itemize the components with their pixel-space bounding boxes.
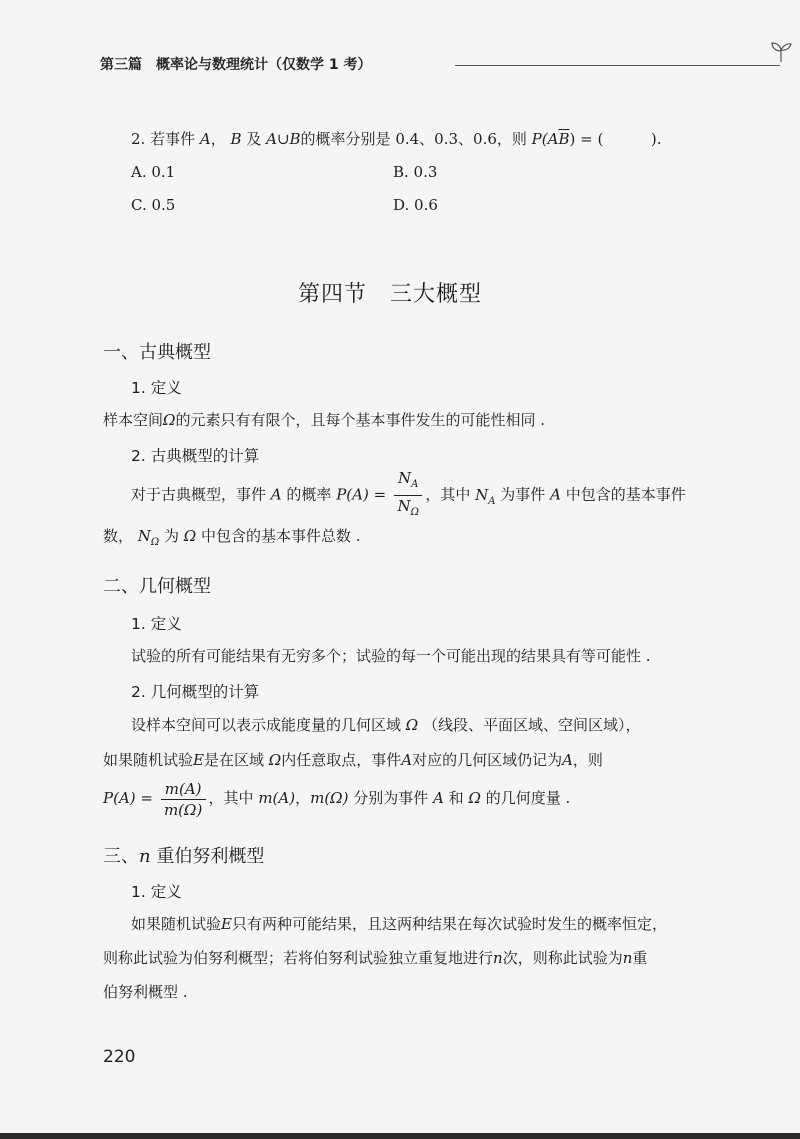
- fraction-denominator: m(Ω): [163, 800, 203, 819]
- fraction-numerator: m(A): [161, 779, 206, 800]
- text-fragment: 的几何度量 .: [485, 789, 571, 807]
- paragraph-bernoulli-line2: [103, 940, 647, 977]
- text-fragment: 的元素只有有限个，且每个基本事件发生的可能性相同 .: [175, 411, 545, 429]
- text-fragment: 分别为事件: [353, 789, 429, 807]
- text-fragment: 中包含的基本事件总数 .: [201, 527, 361, 545]
- text-fragment: 样本空间: [103, 411, 164, 429]
- option-a: A. 0.1: [131, 163, 176, 181]
- text-fragment: 次，则称此试验为: [502, 949, 623, 967]
- text-fragment: 如果随机试验: [103, 751, 194, 769]
- event-b: B: [230, 130, 242, 148]
- text-fragment: （线段、平面区域、空间区域），: [423, 716, 641, 734]
- subheading-geometric-calculation: 2. 几何概型的计算: [131, 683, 260, 701]
- paragraph-classical-formula-cont: [103, 518, 361, 561]
- subscript-a: A: [488, 495, 496, 507]
- measure-omega: m(Ω): [310, 789, 349, 807]
- option-c: C. 0.5: [131, 196, 176, 214]
- symbol-n: N: [475, 485, 489, 504]
- text-fragment: 则称此试验为伯努利概型；若将伯努利试验独立重复地进行: [103, 949, 494, 967]
- option-b: B. 0.3: [393, 163, 438, 181]
- formula-fraction-geometric: [161, 779, 206, 820]
- text-fragment: 三、: [103, 846, 139, 867]
- text-fragment: 为: [164, 527, 180, 545]
- paragraph-geometric-definition: 试验的所有可能结果有无穷多个；试验的每一个可能出现的结果具有等可能性 .: [131, 647, 651, 665]
- fraction-numerator: [394, 468, 422, 496]
- running-header-title: 第三篇 概率论与数理统计（仅数学 1 考）: [100, 57, 372, 73]
- omega-symbol: Ω: [163, 411, 176, 429]
- experiment-e: E: [193, 751, 204, 769]
- prob-expression-close: ) = (: [569, 130, 604, 148]
- fraction-denominator: [394, 496, 422, 523]
- text-fragment: 中包含的基本事件: [565, 485, 686, 504]
- omega-symbol: Ω: [405, 716, 419, 734]
- text-fragment: 设样本空间可以表示成能度量的几何区域: [131, 716, 402, 734]
- text-fragment: 对应的几何区域仍记为: [412, 751, 563, 769]
- paragraph-bernoulli-line3: 伯努利概型 .: [103, 983, 188, 1001]
- subheading-bernoulli-definition: 1. 定义: [131, 883, 182, 901]
- text-fragment: ，: [295, 789, 311, 807]
- text-fragment: 的概率: [286, 485, 332, 504]
- symbol-n: n: [622, 949, 633, 967]
- symbol-n: N: [397, 469, 412, 487]
- sprout-icon: [768, 38, 794, 64]
- section-title: 第四节 三大概型: [298, 282, 483, 307]
- measure-a: m(A): [258, 789, 296, 807]
- formula-pa: P(A) =: [103, 789, 153, 807]
- formula-pa: P(A) =: [336, 485, 387, 504]
- heading-bernoulli: [103, 842, 264, 868]
- paragraph-classical-definition: [103, 402, 545, 439]
- symbol-n: N: [397, 497, 411, 515]
- prob-expression-open: P(A: [531, 130, 559, 148]
- text-fragment: 对于古典概型，事件: [131, 485, 267, 504]
- header-rule: [455, 65, 780, 66]
- answer-blank-close: ).: [650, 130, 662, 148]
- event-a: A: [270, 485, 282, 504]
- subheading-classical-definition: 1. 定义: [131, 379, 182, 397]
- text-fragment: 和: [448, 789, 464, 807]
- event-a: A: [433, 789, 444, 807]
- text-fragment: 重: [632, 949, 648, 967]
- symbol-n: n: [493, 949, 503, 967]
- omega-symbol: Ω: [468, 789, 481, 807]
- text-fragment: ，则: [572, 751, 603, 769]
- event-a: A: [562, 751, 573, 769]
- event-a: A: [550, 485, 561, 504]
- paragraph-geometric-line2: [103, 742, 603, 779]
- question-stem: 2. 若事件 A， B 及 A∪B的概率分别是 0.4、0.3、0.6，则 $P(A\overline{B})$ = ( ).: [131, 130, 662, 148]
- option-d: D. 0.6: [393, 196, 438, 214]
- subscript-omega: Ω: [150, 537, 160, 548]
- subheading-classical-calculation: 2. 古典概型的计算: [131, 447, 260, 465]
- running-header: [100, 50, 700, 80]
- question-mid: 及: [246, 130, 262, 148]
- subheading-geometric-definition: 1. 定义: [131, 615, 182, 633]
- event-union: A∪B: [266, 130, 301, 148]
- symbol-n: N: [137, 527, 151, 545]
- paragraph-classical-formula: [131, 468, 686, 525]
- event-b-complement: $\overline{B}$: [558, 130, 570, 148]
- text-fragment: ，其中: [208, 789, 254, 807]
- text-fragment: 为事件: [500, 485, 546, 504]
- question-stem-prefix: 2. 若事件: [131, 130, 196, 148]
- text-fragment: ，其中: [425, 485, 471, 504]
- event-a: A: [401, 751, 413, 769]
- text-fragment: 是在区域: [203, 751, 264, 769]
- text-fragment: 数，: [103, 527, 134, 545]
- page-number: 220: [103, 1047, 136, 1067]
- heading-classical: 一、古典概型: [103, 342, 211, 363]
- omega-symbol: Ω: [268, 751, 282, 769]
- question-stem-tail: 的概率分别是 0.4、0.3、0.6，则: [300, 130, 527, 148]
- subscript-a: A: [411, 479, 419, 490]
- text-fragment: 内任意取点，事件: [281, 751, 402, 769]
- heading-geometric: 二、几何概型: [103, 576, 211, 597]
- scan-bottom-edge: [0, 1133, 800, 1139]
- formula-fraction-classical: [394, 468, 422, 523]
- symbol-n-omega: [137, 527, 160, 548]
- event-a: A: [199, 130, 211, 148]
- paragraph-bernoulli-line1: [131, 906, 667, 943]
- symbol-n-a: [475, 485, 496, 507]
- paragraph-geometric-line3: [103, 775, 570, 821]
- omega-symbol: Ω: [183, 527, 197, 545]
- text-fragment: 只有两种可能结果，且这两种结果在每次试验时发生的概率恒定，: [231, 915, 667, 933]
- text-fragment: 重伯努利概型: [150, 846, 265, 867]
- experiment-e: E: [221, 915, 232, 933]
- subscript-omega: Ω: [410, 507, 419, 518]
- text-fragment: 如果随机试验: [131, 915, 222, 933]
- symbol-n: n: [139, 846, 151, 867]
- paragraph-geometric-line1: [131, 707, 641, 744]
